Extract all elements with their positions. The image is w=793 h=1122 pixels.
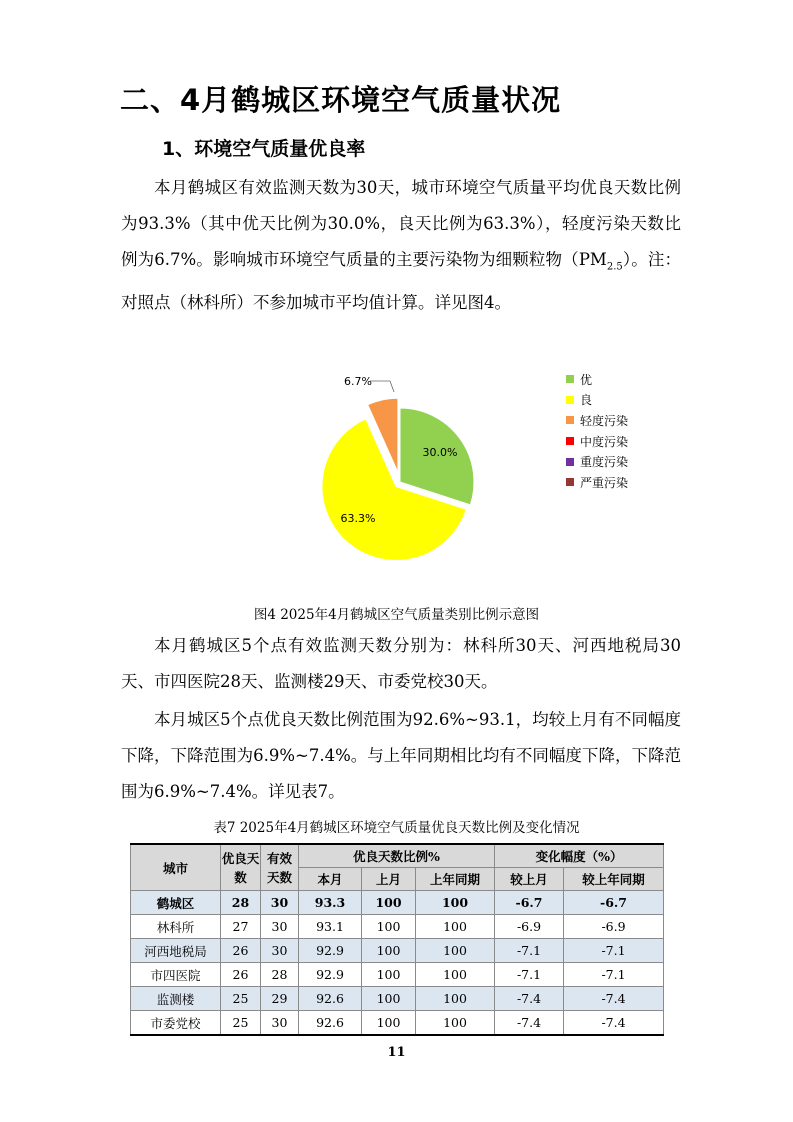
table-row — [131, 891, 664, 915]
pie-chart — [300, 365, 560, 575]
table-cell: 100 — [362, 963, 416, 987]
table-caption: 表7 2025年4月鹤城区环境空气质量优良天数比例及变化情况 — [213, 820, 580, 836]
pie-data-label: 63.3% — [340, 512, 376, 525]
table-cell: -7.4 — [495, 987, 564, 1011]
table-cell: 100 — [416, 963, 495, 987]
legend-item — [566, 410, 628, 431]
table-cell: -7.1 — [495, 939, 564, 963]
table-row — [131, 939, 664, 963]
legend-item — [566, 451, 628, 472]
header-change-group: 变化幅度（%） — [495, 844, 664, 868]
legend-label: 轻度污染 — [580, 413, 629, 428]
table-cell: -6.7 — [564, 891, 664, 915]
header-vs-last-year: 较上年同期 — [564, 868, 664, 891]
table-cell: -6.7 — [495, 891, 564, 915]
table-cell: 100 — [416, 1011, 495, 1036]
legend-item — [566, 472, 628, 493]
table-cell: 市委党校 — [131, 1011, 221, 1036]
legend-label: 良 — [580, 393, 593, 408]
table-cell: 监测楼 — [131, 987, 221, 1011]
table-cell: 28 — [261, 963, 299, 987]
table-cell: -7.4 — [495, 1011, 564, 1036]
table-cell: -6.9 — [564, 915, 664, 939]
table-cell: 市四医院 — [131, 963, 221, 987]
page-number: 11 — [387, 1045, 406, 1060]
subsection-heading: 1、环境空气质量优良率 — [162, 138, 366, 160]
table-cell: 100 — [362, 939, 416, 963]
table-cell: -7.1 — [564, 963, 664, 987]
header-last-month: 上月 — [362, 868, 416, 891]
table-cell: 93.3 — [299, 891, 362, 915]
header-vs-last-month: 较上月 — [495, 868, 564, 891]
pie-data-label: 6.7% — [344, 375, 372, 388]
table-row — [131, 915, 664, 939]
table-row — [131, 987, 664, 1011]
table-cell: 100 — [362, 1011, 416, 1036]
table-cell: 100 — [362, 891, 416, 915]
paragraph-valid-days: 本月鹤城区5个点有效监测天数分别为：林科所30天、河西地税局30天、市四医院28天、监测楼29天、市委党校30天。 — [121, 636, 681, 691]
table-cell: 河西地税局 — [131, 939, 221, 963]
header-last-year: 上年同期 — [416, 868, 495, 891]
table-cell: 29 — [261, 987, 299, 1011]
legend-swatch — [566, 437, 574, 445]
table-cell: 30 — [261, 891, 299, 915]
header-ratio-group: 优良天数比例% — [299, 844, 495, 868]
legend-label: 重度污染 — [580, 455, 629, 470]
legend-label: 优 — [580, 372, 593, 387]
table-cell: 林科所 — [131, 915, 221, 939]
legend-swatch — [566, 478, 574, 486]
table-cell: 100 — [362, 915, 416, 939]
table-cell: 100 — [362, 987, 416, 1011]
header-valid-days: 有效天数 — [261, 844, 299, 891]
legend-item — [566, 369, 628, 390]
header-city: 城市 — [131, 844, 221, 891]
table-cell: 92.9 — [299, 939, 362, 963]
table-cell: 26 — [221, 939, 261, 963]
table-cell: -7.4 — [564, 987, 664, 1011]
legend-swatch — [566, 396, 574, 404]
table-cell: 92.6 — [299, 987, 362, 1011]
table-cell: 25 — [221, 1011, 261, 1036]
paragraph-good-ratio: 本月城区5个点优良天数比例范围为92.6%~93.1，均较上月有不同幅度下降，下降范围为6.9%~7.4%。与上年同期相比均有不同幅度下降，下降范围为6.9%~7.4%。详见表7。 — [121, 710, 681, 801]
legend-label: 中度污染 — [580, 434, 629, 449]
table-cell: 30 — [261, 939, 299, 963]
chart-legend — [566, 369, 628, 493]
table-cell: 25 — [221, 987, 261, 1011]
table-cell: 100 — [416, 915, 495, 939]
legend-label: 严重污染 — [580, 475, 629, 490]
data-table — [130, 843, 664, 1036]
table-row — [131, 963, 664, 987]
table-cell: 100 — [416, 987, 495, 1011]
leader-line — [370, 381, 394, 392]
table-cell: 27 — [221, 915, 261, 939]
pie-data-label: 30.0% — [422, 446, 458, 459]
legend-item — [566, 390, 628, 411]
figure-caption: 图4 2025年4月鹤城区空气质量类别比例示意图 — [253, 607, 540, 623]
table-cell: -7.1 — [495, 963, 564, 987]
table-cell: 鹤城区 — [131, 891, 221, 915]
legend-swatch — [566, 458, 574, 466]
table-cell: 92.6 — [299, 1011, 362, 1036]
table-cell: 93.1 — [299, 915, 362, 939]
table-cell: -7.4 — [564, 1011, 664, 1036]
header-good-days: 优良天数 — [221, 844, 261, 891]
legend-swatch — [566, 375, 574, 383]
legend-item — [566, 431, 628, 452]
paragraph-air-quality-rate: 本月鹤城区有效监测天数为30天，城市环境空气质量平均优良天数比例为93.3%（其中优天比例为30.0%，良天比例为63.3%），轻度污染天数比例为6.7%。影响城市环境空气质量的主要污染物为细颗粒物$(PM_{2.5})$。注：对照点（林科所）不参加城市平均值计算。详见图4。 — [121, 178, 682, 313]
table-cell: 100 — [416, 891, 495, 915]
table-cell: 30 — [261, 1011, 299, 1036]
table-cell: 30 — [261, 915, 299, 939]
table-row — [131, 1011, 664, 1036]
legend-swatch — [566, 416, 574, 424]
header-this-month: 本月 — [299, 868, 362, 891]
table-cell: -7.1 — [564, 939, 664, 963]
table-cell: 92.9 — [299, 963, 362, 987]
section-heading: 二、4月鹤城区环境空气质量状况 — [120, 83, 562, 117]
table-cell: -6.9 — [495, 915, 564, 939]
table-cell: 26 — [221, 963, 261, 987]
table-cell: 28 — [221, 891, 261, 915]
table-cell: 100 — [416, 939, 495, 963]
